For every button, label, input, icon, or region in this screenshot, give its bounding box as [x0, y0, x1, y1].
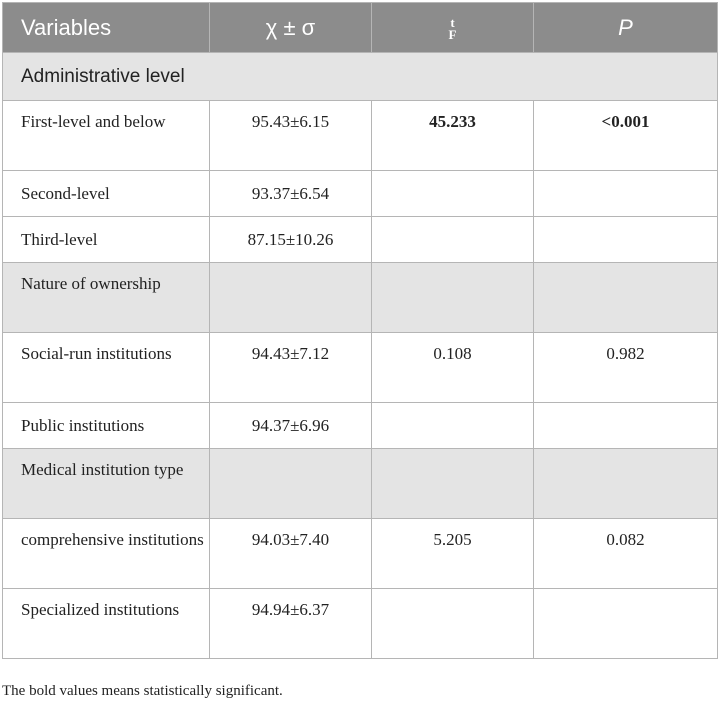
- section-row: [3, 263, 718, 333]
- row-mean-sd: 94.43±7.12: [210, 333, 372, 403]
- row-p: [534, 171, 718, 217]
- statistic-label: [448, 14, 457, 42]
- row-p: 0.082: [534, 519, 718, 589]
- header-statistic: [372, 3, 534, 53]
- section-row: [3, 53, 718, 101]
- header-f: F: [448, 26, 457, 42]
- row-label: Third-level: [3, 217, 210, 263]
- section-title: Medical institution type: [3, 449, 210, 519]
- table-row: [3, 333, 718, 403]
- row-label: Second-level: [3, 171, 210, 217]
- row-statistic: [372, 217, 534, 263]
- section-row: [3, 449, 718, 519]
- row-p: [534, 589, 718, 659]
- row-label: Public institutions: [3, 403, 210, 449]
- header-t: t: [450, 14, 455, 30]
- table-row: [3, 217, 718, 263]
- row-p: 0.982: [534, 333, 718, 403]
- row-statistic: 45.233: [372, 101, 534, 171]
- row-statistic: [372, 171, 534, 217]
- section-title: Administrative level: [3, 53, 718, 101]
- header-row: [3, 3, 718, 53]
- header-mean-sd: χ ± σ: [210, 3, 372, 53]
- results-table: [2, 2, 718, 659]
- table-row: [3, 171, 718, 217]
- row-p: <0.001: [534, 101, 718, 171]
- row-mean-sd: 87.15±10.26: [210, 217, 372, 263]
- row-p: [534, 403, 718, 449]
- row-mean-sd: 95.43±6.15: [210, 101, 372, 171]
- row-statistic: 0.108: [372, 333, 534, 403]
- row-label: Specialized institutions: [3, 589, 210, 659]
- row-label: First-level and below: [3, 101, 210, 171]
- row-mean-sd: 94.94±6.37: [210, 589, 372, 659]
- section-title: Nature of ownership: [3, 263, 210, 333]
- row-statistic: [372, 589, 534, 659]
- row-label: Social-run institutions: [3, 333, 210, 403]
- row-p: [534, 217, 718, 263]
- table-row: [3, 101, 718, 171]
- table-row: [3, 589, 718, 659]
- row-label: comprehensive institutions: [3, 519, 210, 589]
- row-mean-sd: 93.37±6.54: [210, 171, 372, 217]
- row-statistic: 5.205: [372, 519, 534, 589]
- row-statistic: [372, 403, 534, 449]
- header-variables: Variables: [3, 3, 210, 53]
- footnote: The bold values means statistically significant.: [2, 683, 283, 699]
- row-mean-sd: 94.37±6.96: [210, 403, 372, 449]
- table-row: [3, 403, 718, 449]
- row-mean-sd: 94.03±7.40: [210, 519, 372, 589]
- table-row: [3, 519, 718, 589]
- header-p: P: [534, 3, 718, 53]
